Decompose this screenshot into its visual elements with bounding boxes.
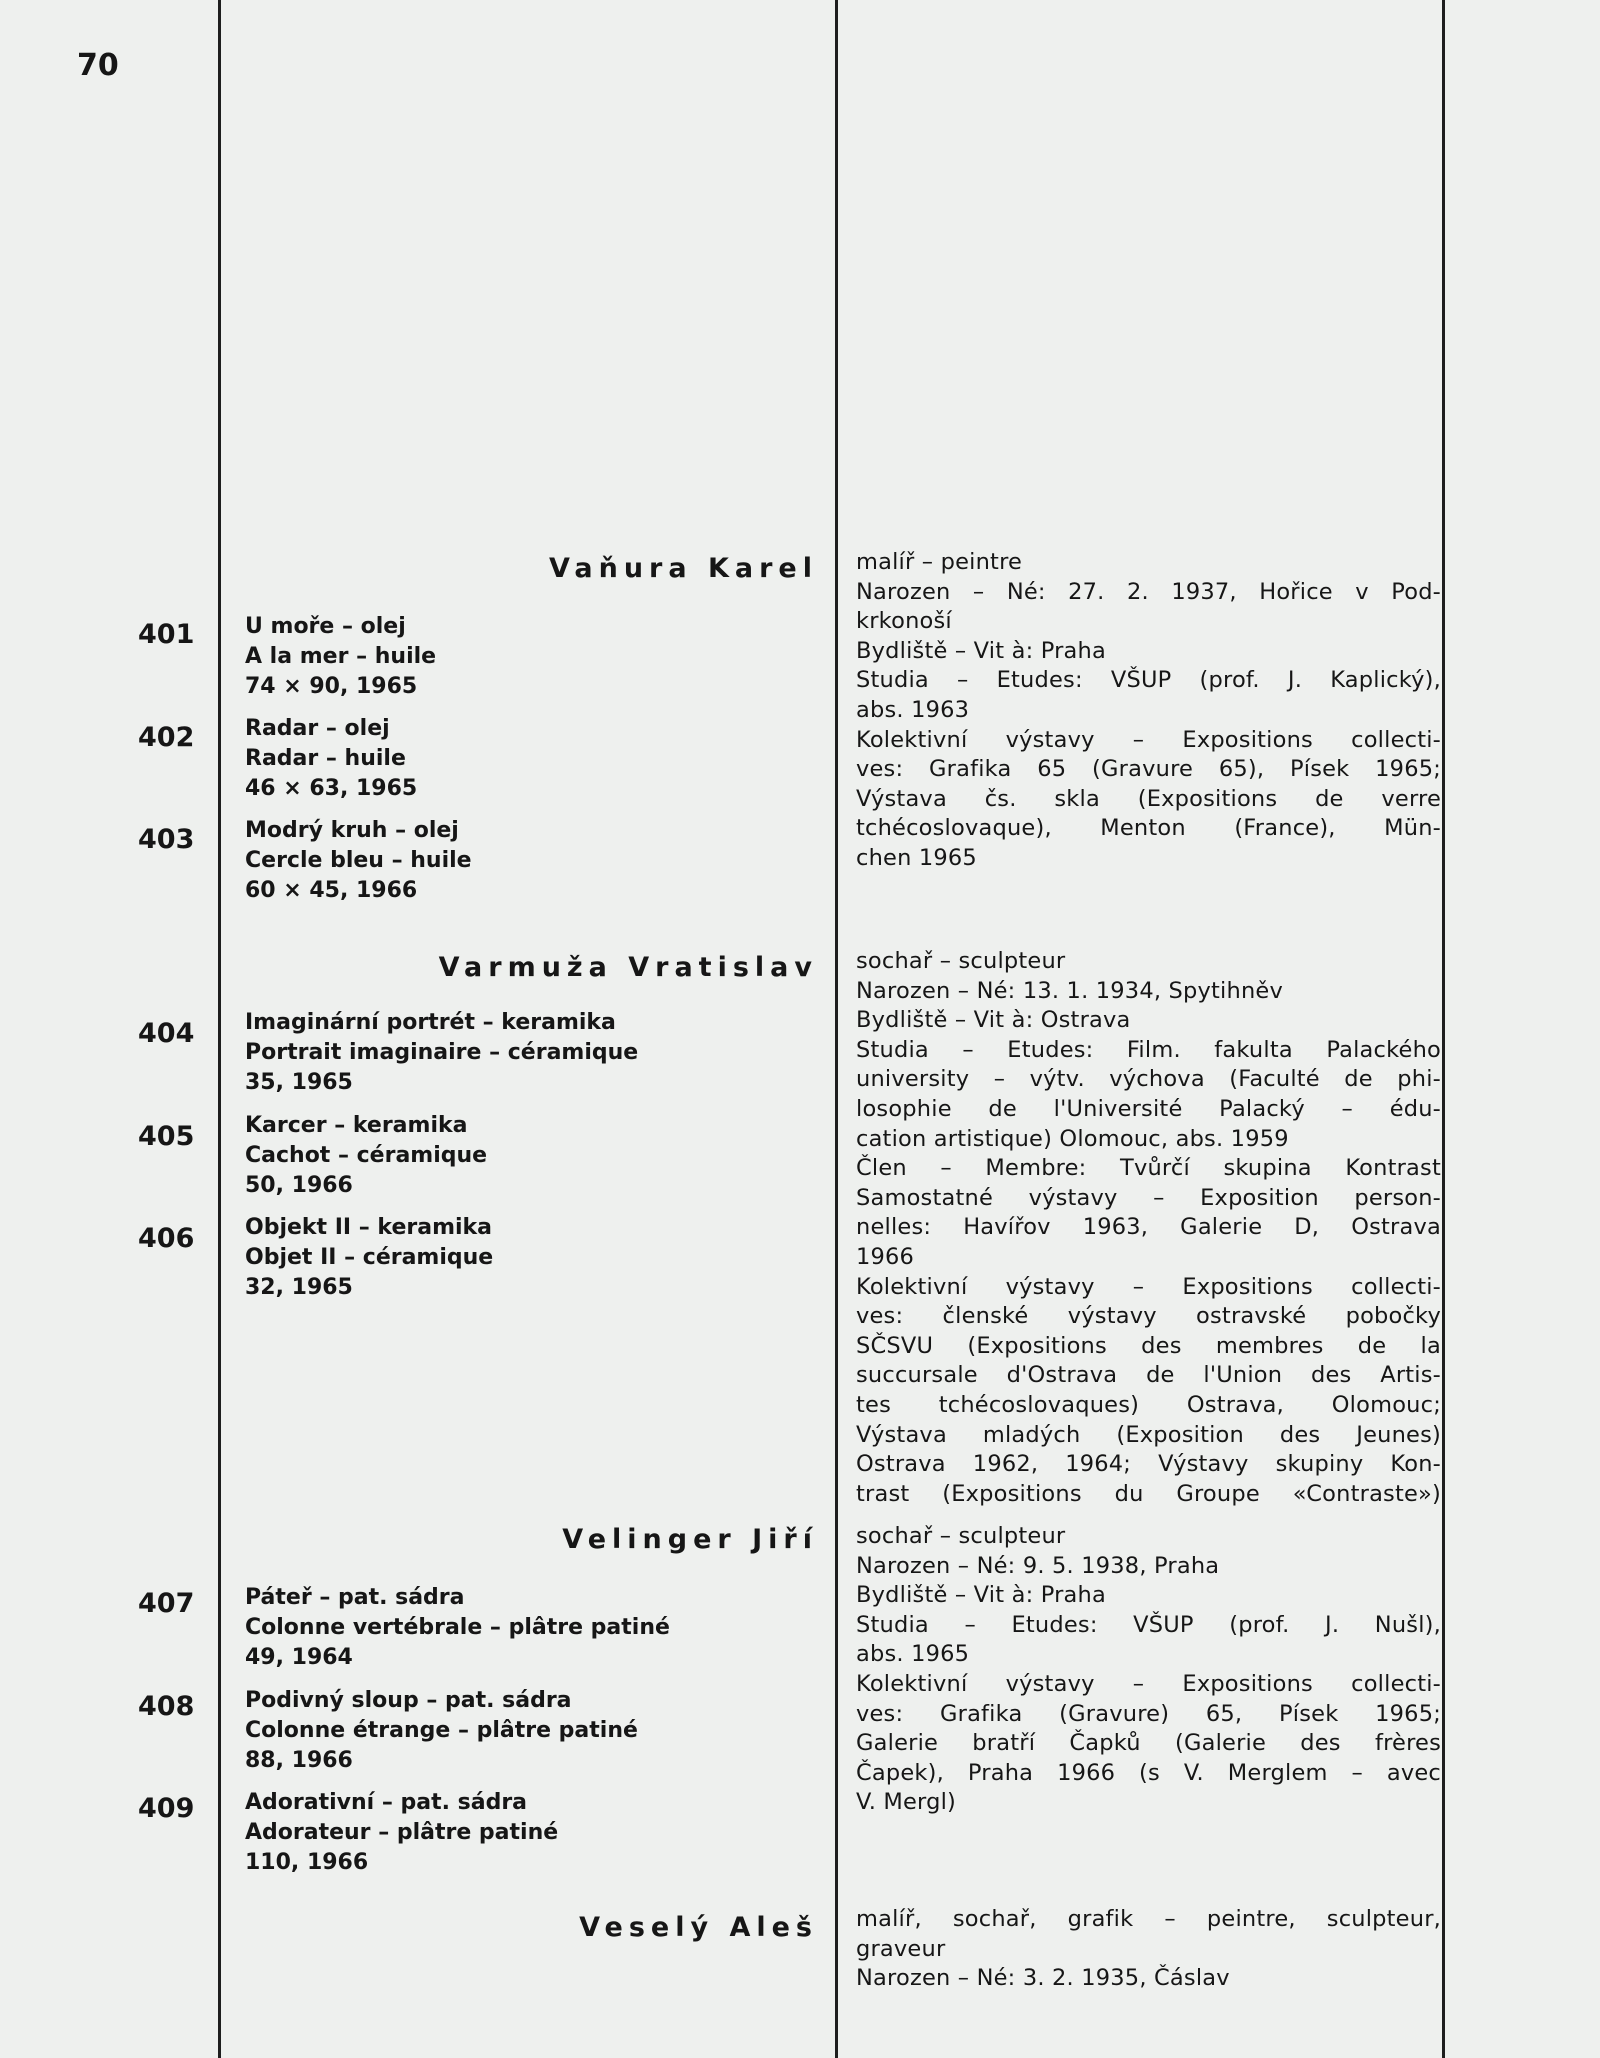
bio-line: Narozen – Né: 13. 1. 1934, Spytihněv: [856, 977, 1283, 1004]
work-title-cs: Radar – olej: [245, 716, 390, 741]
work-title-fr: Colonne étrange – plâtre patiné: [245, 1718, 638, 1743]
work-dimensions: 88, 1966: [245, 1748, 353, 1773]
work-title-fr: Cachot – céramique: [245, 1143, 488, 1168]
work-number: 406: [138, 1223, 195, 1254]
artist-name: Velinger Jiří: [562, 1524, 818, 1555]
work-title-cs: Karcer – keramika: [245, 1113, 468, 1138]
artist-name: Vaňura Karel: [548, 553, 818, 584]
bio-line: Čapek), Praha 1966 (s V. Merglem – avec: [856, 1759, 1441, 1786]
artist-name: Veselý Aleš: [579, 1912, 818, 1943]
bio-line: ves: Grafika 65 (Gravure 65), Písek 1965;: [856, 756, 1441, 783]
work-title-cs: Podivný sloup – pat. sádra: [245, 1688, 572, 1713]
bio-line: Galerie bratří Čapků (Galerie des frères: [856, 1730, 1441, 1757]
work-entry: [245, 1788, 825, 1878]
column-rule-3: [1442, 0, 1445, 2058]
bio-line: Kolektivní výstavy – Expositions collecti-: [856, 726, 1441, 753]
bio-line: Výstava čs. skla (Expositions de verre: [856, 785, 1441, 812]
column-rule-2: [835, 0, 838, 2058]
bio-line: Bydliště – Vit à: Ostrava: [856, 1007, 1131, 1034]
artist-name: Varmuža Vratislav: [438, 952, 818, 983]
work-dimensions: 46 × 63, 1965: [245, 776, 418, 801]
work-number: 409: [138, 1793, 195, 1824]
bio-line: V. Mergl): [856, 1789, 957, 1816]
artist-bio: [856, 1522, 1441, 1818]
work-title-fr: Objet II – céramique: [245, 1245, 494, 1270]
work-dimensions: 110, 1966: [245, 1850, 369, 1875]
work-title-cs: Adorativní – pat. sádra: [245, 1790, 528, 1815]
bio-line: Bydliště – Vit à: Praha: [856, 637, 1106, 664]
bio-line: sochař – sculpteur: [856, 948, 1066, 974]
bio-line: malíř – peintre: [856, 549, 1023, 575]
column-rule-1: [218, 0, 221, 2058]
work-dimensions: 32, 1965: [245, 1275, 353, 1300]
work-title-fr: Radar – huile: [245, 746, 406, 771]
work-dimensions: 35, 1965: [245, 1070, 353, 1095]
work-dimensions: 74 × 90, 1965: [245, 674, 418, 699]
work-entry: [245, 1111, 825, 1201]
work-number: 401: [138, 619, 195, 650]
bio-line: Bydliště – Vit à: Praha: [856, 1582, 1106, 1609]
work-title-fr: Portrait imaginaire – céramique: [245, 1040, 639, 1065]
work-entry: [245, 612, 825, 702]
bio-line: Výstava mladých (Exposition des Jeunes): [856, 1421, 1441, 1448]
bio-line: losophie de l'Université Palacký – édu-: [856, 1095, 1441, 1122]
work-title-cs: U moře – olej: [245, 614, 406, 639]
bio-line: Člen – Membre: Tvůrčí skupina Kontrast: [856, 1155, 1441, 1182]
bio-line: Narozen – Né: 3. 2. 1935, Čáslav: [856, 1965, 1230, 1992]
bio-line: Kolektivní výstavy – Expositions collecti-: [856, 1273, 1441, 1300]
bio-line: SČSVU (Expositions des membres de la: [856, 1332, 1441, 1359]
work-number: 403: [138, 824, 195, 855]
work-dimensions: 50, 1966: [245, 1173, 353, 1198]
work-dimensions: 60 × 45, 1966: [245, 878, 418, 903]
work-entry: [245, 1583, 825, 1673]
bio-line: Kolektivní výstavy – Expositions collecti-: [856, 1670, 1441, 1697]
work-number: 404: [138, 1018, 195, 1049]
work-title-fr: A la mer – huile: [245, 644, 437, 669]
work-title-cs: Imaginární portrét – keramika: [245, 1010, 616, 1035]
work-title-cs: Modrý kruh – olej: [245, 818, 459, 843]
bio-line: ves: Grafika (Gravure) 65, Písek 1965;: [856, 1700, 1441, 1727]
bio-line: Studia – Etudes: Film. fakulta Palackého: [856, 1036, 1441, 1063]
bio-line: cation artistique) Olomouc, abs. 1959: [856, 1125, 1289, 1152]
bio-line: graveur: [856, 1935, 946, 1962]
bio-line: abs. 1965: [856, 1641, 970, 1668]
bio-line: tes tchécoslovaques) Ostrava, Olomouc;: [856, 1391, 1441, 1418]
bio-line: Studia – Etudes: VŠUP (prof. J. Nušl),: [856, 1611, 1441, 1638]
bio-line: krkonoší: [856, 608, 952, 635]
page-number: 70: [77, 48, 119, 83]
work-number: 402: [138, 722, 195, 753]
work-number: 405: [138, 1121, 195, 1152]
bio-line: trast (Expositions du Groupe «Contraste»): [856, 1480, 1441, 1507]
bio-line: tchécoslovaque), Menton (France), Mün-: [856, 815, 1441, 842]
work-dimensions: 49, 1964: [245, 1645, 353, 1670]
bio-line: Narozen – Né: 27. 2. 1937, Hořice v Pod-: [856, 578, 1441, 605]
work-entry: [245, 816, 825, 906]
work-entry: [245, 1008, 825, 1098]
artist-bio: [856, 947, 1441, 1509]
work-title-fr: Colonne vertébrale – plâtre patiné: [245, 1615, 670, 1640]
work-title-fr: Cercle bleu – huile: [245, 848, 472, 873]
bio-line: succursale d'Ostrava de l'Union des Artis-: [856, 1362, 1441, 1389]
bio-line: chen 1965: [856, 844, 977, 871]
bio-line: ves: členské výstavy ostravské pobočky: [856, 1303, 1441, 1330]
bio-line: abs. 1963: [856, 696, 970, 723]
work-number: 408: [138, 1691, 195, 1722]
bio-line: Studia – Etudes: VŠUP (prof. J. Kaplický),: [856, 667, 1441, 694]
bio-line: nelles: Havířov 1963, Galerie D, Ostrava: [856, 1214, 1441, 1241]
artist-bio: [856, 548, 1441, 874]
bio-line: sochař – sculpteur: [856, 1523, 1066, 1549]
bio-line: 1966: [856, 1243, 915, 1270]
work-title-cs: Páteř – pat. sádra: [245, 1585, 465, 1610]
bio-line: Samostatné výstavy – Exposition person-: [856, 1184, 1441, 1211]
bio-line: Narozen – Né: 9. 5. 1938, Praha: [856, 1552, 1220, 1579]
work-number: 407: [138, 1588, 195, 1619]
bio-line: Ostrava 1962, 1964; Výstavy skupiny Kon-: [856, 1451, 1441, 1478]
work-entry: [245, 714, 825, 804]
work-entry: [245, 1213, 825, 1303]
work-title-fr: Adorateur – plâtre patiné: [245, 1820, 559, 1845]
work-title-cs: Objekt II – keramika: [245, 1215, 493, 1240]
bio-line: university – výtv. výchova (Faculté de phi-: [856, 1066, 1441, 1093]
artist-bio: [856, 1905, 1441, 1994]
work-entry: [245, 1686, 825, 1776]
bio-line: malíř, sochař, grafik – peintre, sculpteur,: [856, 1906, 1441, 1932]
